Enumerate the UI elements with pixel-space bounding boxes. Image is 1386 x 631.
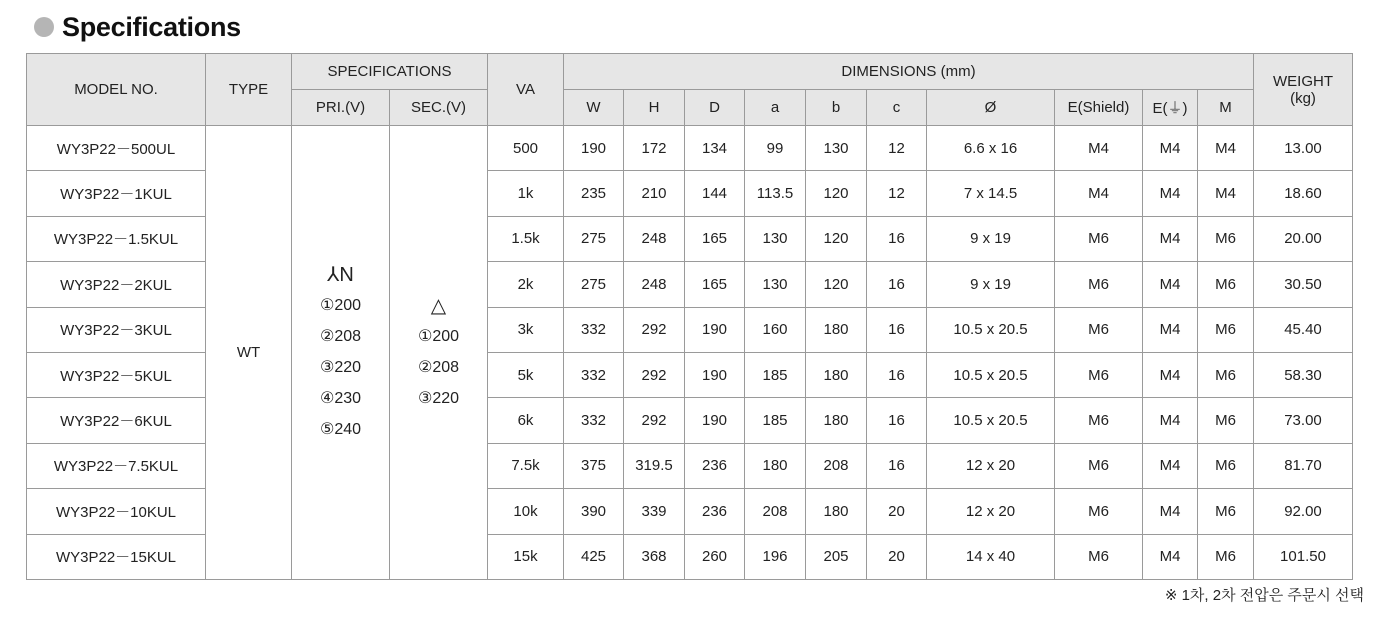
cell-weight: 81.70: [1254, 443, 1353, 488]
cell-weight: 20.00: [1254, 216, 1353, 261]
cell-model: WY3P22－5KUL: [27, 352, 206, 397]
cell-phi: 10.5 x 20.5: [927, 352, 1055, 397]
cell-d: 190: [685, 398, 745, 443]
sec-voltage-item: ②208: [417, 358, 460, 376]
cell-m: M4: [1198, 126, 1254, 171]
cell-weight: 45.40: [1254, 307, 1353, 352]
sec-voltage-item: ③220: [417, 389, 460, 407]
cell-h: 248: [624, 216, 685, 261]
cell-phi: 9 x 19: [927, 262, 1055, 307]
header-weight: [1254, 54, 1353, 126]
header-pri: PRI.(V): [292, 90, 390, 126]
cell-w: 275: [564, 262, 624, 307]
header-e-shield: E(Shield): [1055, 90, 1143, 126]
cell-phi: 12 x 20: [927, 489, 1055, 534]
cell-va: 1k: [488, 171, 564, 216]
header-w: W: [564, 90, 624, 126]
header-m: M: [1198, 90, 1254, 126]
cell-b: 205: [806, 534, 867, 579]
header-specifications: SPECIFICATIONS: [292, 54, 488, 90]
header-a: a: [745, 90, 806, 126]
cell-model: WY3P22－500UL: [27, 126, 206, 171]
header-sec: SEC.(V): [390, 90, 488, 126]
cell-va: 7.5k: [488, 443, 564, 488]
cell-c: 20: [867, 534, 927, 579]
cell-m: M6: [1198, 443, 1254, 488]
cell-c: 16: [867, 307, 927, 352]
cell-e-ground: M4: [1143, 307, 1198, 352]
cell-h: 292: [624, 307, 685, 352]
order-note: ※ 1차, 2차 전압은 주문시 선택: [1164, 587, 1364, 604]
cell-h: 319.5: [624, 443, 685, 488]
cell-w: 425: [564, 534, 624, 579]
cell-pri-voltages: [292, 126, 390, 580]
cell-d: 165: [685, 216, 745, 261]
cell-c: 16: [867, 352, 927, 397]
section-title-text: Specifications: [62, 11, 241, 42]
cell-a: 130: [745, 262, 806, 307]
cell-e-shield: M6: [1055, 489, 1143, 534]
cell-m: M6: [1198, 262, 1254, 307]
cell-e-ground: M4: [1143, 126, 1198, 171]
cell-weight: 13.00: [1254, 126, 1353, 171]
cell-c: 16: [867, 216, 927, 261]
cell-d: 236: [685, 443, 745, 488]
header-weight-label: WEIGHT: [1273, 72, 1333, 90]
cell-a: 185: [745, 398, 806, 443]
cell-model: WY3P22－1.5KUL: [27, 216, 206, 261]
cell-a: 196: [745, 534, 806, 579]
cell-va: 3k: [488, 307, 564, 352]
header-c: c: [867, 90, 927, 126]
pri-voltage-item: ④230: [319, 389, 362, 407]
cell-b: 130: [806, 126, 867, 171]
cell-h: 292: [624, 352, 685, 397]
cell-model: WY3P22－10KUL: [27, 489, 206, 534]
header-d: D: [685, 90, 745, 126]
cell-w: 190: [564, 126, 624, 171]
cell-d: 236: [685, 489, 745, 534]
cell-model: WY3P22－3KUL: [27, 307, 206, 352]
cell-d: 144: [685, 171, 745, 216]
cell-weight: 58.30: [1254, 352, 1353, 397]
cell-c: 16: [867, 262, 927, 307]
sec-voltage-list: [390, 291, 487, 414]
cell-model: WY3P22－7.5KUL: [27, 443, 206, 488]
cell-w: 375: [564, 443, 624, 488]
cell-h: 368: [624, 534, 685, 579]
cell-phi: 10.5 x 20.5: [927, 307, 1055, 352]
cell-e-ground: M4: [1143, 216, 1198, 261]
wye-neutral-icon: ⅄N: [327, 263, 354, 286]
cell-b: 120: [806, 262, 867, 307]
cell-phi: 6.6 x 16: [927, 126, 1055, 171]
cell-e-shield: M4: [1055, 171, 1143, 216]
cell-d: 260: [685, 534, 745, 579]
cell-a: 185: [745, 352, 806, 397]
cell-m: M4: [1198, 171, 1254, 216]
header-e-ground: E(⏚): [1143, 90, 1198, 126]
cell-c: 20: [867, 489, 927, 534]
cell-e-shield: M6: [1055, 216, 1143, 261]
cell-m: M6: [1198, 216, 1254, 261]
cell-va: 15k: [488, 534, 564, 579]
cell-w: 332: [564, 352, 624, 397]
header-dimensions: DIMENSIONS (mm): [564, 54, 1254, 90]
cell-w: 332: [564, 398, 624, 443]
cell-h: 172: [624, 126, 685, 171]
cell-b: 208: [806, 443, 867, 488]
header-weight-unit: (kg): [1290, 89, 1316, 107]
cell-d: 165: [685, 262, 745, 307]
section-title: [34, 10, 241, 44]
cell-a: 99: [745, 126, 806, 171]
pri-voltage-item: ③220: [319, 358, 362, 376]
pri-voltage-item: ②208: [319, 327, 362, 345]
header-type: TYPE: [206, 54, 292, 126]
cell-b: 180: [806, 307, 867, 352]
cell-weight: 30.50: [1254, 262, 1353, 307]
cell-va: 5k: [488, 352, 564, 397]
cell-h: 210: [624, 171, 685, 216]
cell-phi: 12 x 20: [927, 443, 1055, 488]
cell-e-shield: M6: [1055, 534, 1143, 579]
cell-h: 339: [624, 489, 685, 534]
cell-model: WY3P22－2KUL: [27, 262, 206, 307]
cell-phi: 14 x 40: [927, 534, 1055, 579]
cell-weight: 18.60: [1254, 171, 1353, 216]
cell-a: 208: [745, 489, 806, 534]
header-phi: Ø: [927, 90, 1055, 126]
cell-w: 332: [564, 307, 624, 352]
cell-va: 500: [488, 126, 564, 171]
cell-a: 160: [745, 307, 806, 352]
cell-h: 248: [624, 262, 685, 307]
cell-model: WY3P22－1KUL: [27, 171, 206, 216]
cell-a: 113.5: [745, 171, 806, 216]
cell-w: 235: [564, 171, 624, 216]
cell-w: 390: [564, 489, 624, 534]
cell-b: 120: [806, 216, 867, 261]
bullet-dot-icon: [34, 17, 54, 37]
cell-weight: 92.00: [1254, 489, 1353, 534]
cell-phi: 9 x 19: [927, 216, 1055, 261]
cell-c: 12: [867, 126, 927, 171]
cell-e-ground: M4: [1143, 398, 1198, 443]
cell-va: 1.5k: [488, 216, 564, 261]
cell-e-shield: M6: [1055, 307, 1143, 352]
cell-e-ground: M4: [1143, 171, 1198, 216]
table-row: [27, 126, 1353, 171]
cell-c: 16: [867, 443, 927, 488]
cell-m: M6: [1198, 307, 1254, 352]
cell-type: WT: [206, 126, 292, 580]
cell-phi: 10.5 x 20.5: [927, 398, 1055, 443]
cell-d: 134: [685, 126, 745, 171]
cell-b: 180: [806, 398, 867, 443]
cell-e-shield: M6: [1055, 262, 1143, 307]
cell-weight: 101.50: [1254, 534, 1353, 579]
cell-model: WY3P22－15KUL: [27, 534, 206, 579]
cell-w: 275: [564, 216, 624, 261]
cell-m: M6: [1198, 398, 1254, 443]
cell-weight: 73.00: [1254, 398, 1353, 443]
cell-e-shield: M6: [1055, 398, 1143, 443]
cell-e-shield: M4: [1055, 126, 1143, 171]
cell-e-ground: M4: [1143, 489, 1198, 534]
pri-voltage-list: [292, 260, 389, 445]
cell-e-ground: M4: [1143, 352, 1198, 397]
cell-sec-voltages: [390, 126, 488, 580]
header-va: VA: [488, 54, 564, 126]
cell-e-shield: M6: [1055, 352, 1143, 397]
cell-va: 6k: [488, 398, 564, 443]
cell-d: 190: [685, 307, 745, 352]
header-h: H: [624, 90, 685, 126]
cell-c: 16: [867, 398, 927, 443]
pri-voltage-item: ⑤240: [319, 420, 362, 438]
cell-m: M6: [1198, 352, 1254, 397]
cell-h: 292: [624, 398, 685, 443]
header-b: b: [806, 90, 867, 126]
pri-voltage-item: ①200: [319, 296, 362, 314]
cell-c: 12: [867, 171, 927, 216]
cell-e-shield: M6: [1055, 443, 1143, 488]
cell-e-ground: M4: [1143, 443, 1198, 488]
cell-e-ground: M4: [1143, 262, 1198, 307]
cell-va: 10k: [488, 489, 564, 534]
cell-a: 130: [745, 216, 806, 261]
cell-m: M6: [1198, 489, 1254, 534]
cell-e-ground: M4: [1143, 534, 1198, 579]
cell-phi: 7 x 14.5: [927, 171, 1055, 216]
specifications-table: [26, 53, 1353, 580]
cell-m: M6: [1198, 534, 1254, 579]
header-model: MODEL NO.: [27, 54, 206, 126]
cell-b: 120: [806, 171, 867, 216]
cell-va: 2k: [488, 262, 564, 307]
sec-voltage-item: ①200: [417, 327, 460, 345]
cell-b: 180: [806, 489, 867, 534]
cell-d: 190: [685, 352, 745, 397]
delta-icon: △: [430, 294, 447, 317]
cell-b: 180: [806, 352, 867, 397]
cell-a: 180: [745, 443, 806, 488]
cell-model: WY3P22－6KUL: [27, 398, 206, 443]
